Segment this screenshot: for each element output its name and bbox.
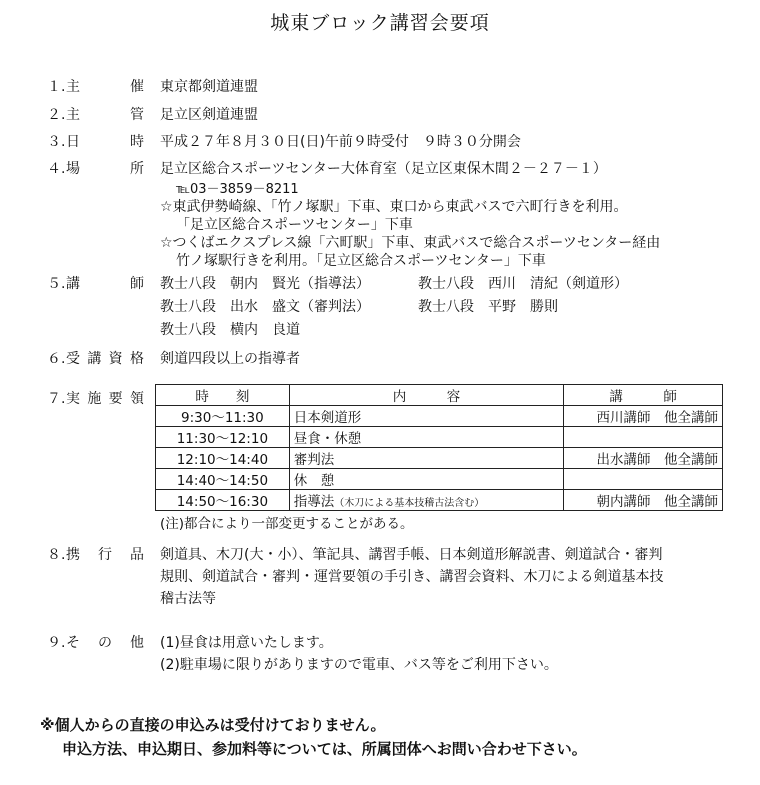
item-number: ５. (47, 276, 66, 292)
datetime-value: 平成２７年８月３０日(日)午前９時受付 ９時３０分開会 (160, 134, 521, 150)
schedule-table (155, 384, 723, 511)
cell-content: 審判法 (289, 448, 563, 469)
instructor-entry: 教士八段 横内 良道 (160, 322, 300, 338)
access-line-1: ☆東武伊勢崎線、「竹ノ塚駅」下車、東口から東武バスで六町行きを利用。 (160, 199, 628, 215)
item-label-belongings: 携 行 品 (66, 547, 144, 563)
cell-instructor (564, 427, 723, 448)
item-number: ２. (47, 107, 66, 123)
table-row (156, 448, 723, 469)
item-label-venue: 場 所 (66, 161, 144, 177)
organizer-value: 東京都剣道連盟 (160, 79, 258, 95)
cell-content: 昼食・休憩 (289, 427, 563, 448)
other-line-1: (1)昼食は用意いたします。 (160, 635, 333, 651)
item-label-qualification: 受 講 資 格 (66, 351, 144, 367)
table-row (156, 490, 723, 511)
header-time: 時 刻 (156, 385, 290, 406)
schedule-note: (注)都合により一部変更することがある。 (160, 516, 414, 532)
table-row (156, 469, 723, 490)
access-line-3: ☆つくばエクスプレス線「六町駅」下車、東武バスで総合スポーツセンター経由 (160, 235, 661, 251)
instructor-entry: 教士八段 朝内 賢光（指導法） (160, 276, 370, 292)
cell-time: 12:10～14:40 (156, 448, 290, 469)
item-number: １. (47, 79, 66, 95)
other-line-2: (2)駐車場に限りがありますので電車、バス等をご利用下さい。 (160, 657, 558, 673)
venue-address: 足立区総合スポーツセンター大体育室（足立区東保木間２－２７－１） (160, 161, 607, 177)
footer-notice: ※個人からの直接の申込みは受付けておりません。 (40, 716, 386, 734)
cell-time: 14:40～14:50 (156, 469, 290, 490)
table-header-row (156, 385, 723, 406)
cell-instructor: 朝内講師 他全講師 (564, 490, 723, 511)
cell-note: （木刀による基本技稽古法含む） (334, 498, 485, 509)
cell-content: 指導法（木刀による基本技稽古法含む） (289, 490, 563, 511)
item-label-datetime: 日 時 (66, 134, 144, 150)
item-number: ４. (47, 161, 66, 177)
header-instructor: 講 師 (564, 385, 723, 406)
item-label-other: そ の 他 (66, 635, 144, 651)
belongings-line-1: 剣道具、木刀(大・小）、筆記具、講習手帳、日本剣道形解説書、剣道試合・審判 (160, 547, 663, 563)
item-label-management: 主 管 (66, 107, 144, 123)
item-number: ８. (47, 547, 66, 563)
venue-phone: ℡03－3859－8211 (176, 182, 299, 197)
instructor-entry: 教士八段 出水 盛文（審判法） (160, 299, 370, 315)
cell-time: 9:30～11:30 (156, 406, 290, 427)
item-number: ３. (47, 134, 66, 150)
item-label-procedure: 実 施 要 領 (66, 391, 144, 407)
footer-contact-note: 申込方法、申込期日、参加料等については、所属団体へお問い合わせ下さい。 (62, 740, 587, 758)
cell-time: 14:50～16:30 (156, 490, 290, 511)
header-content: 内 容 (289, 385, 563, 406)
page-title: 城東ブロック講習会要項 (270, 12, 490, 34)
cell-content: 日本剣道形 (289, 406, 563, 427)
belongings-line-3: 稽古法等 (160, 591, 216, 607)
item-number: ７. (47, 391, 66, 407)
access-line-4: 竹ノ塚駅行きを利用。「足立区総合スポーツセンター」下車 (176, 253, 546, 269)
item-number: ９. (47, 635, 66, 651)
cell-instructor (564, 469, 723, 490)
cell-content: 休 憩 (289, 469, 563, 490)
cell-instructor: 西川講師 他全講師 (564, 406, 723, 427)
instructor-entry: 教士八段 西川 清紀（剣道形） (418, 276, 628, 292)
belongings-line-2: 規則、剣道試合・審判・運営要領の手引き、講習会資料、木刀による剣道基本技 (160, 569, 664, 585)
access-line-2: 「足立区総合スポーツセンター」下車 (176, 217, 413, 233)
item-label-instructors: 講 師 (66, 276, 144, 292)
cell-instructor: 出水講師 他全講師 (564, 448, 723, 469)
instructor-entry: 教士八段 平野 勝則 (418, 299, 558, 315)
management-value: 足立区剣道連盟 (160, 107, 258, 123)
table-row (156, 406, 723, 427)
qualification-value: 剣道四段以上の指導者 (160, 351, 300, 367)
item-label-organizer: 主 催 (66, 79, 144, 95)
cell-time: 11:30～12:10 (156, 427, 290, 448)
table-row (156, 427, 723, 448)
item-number: ６. (47, 351, 66, 367)
